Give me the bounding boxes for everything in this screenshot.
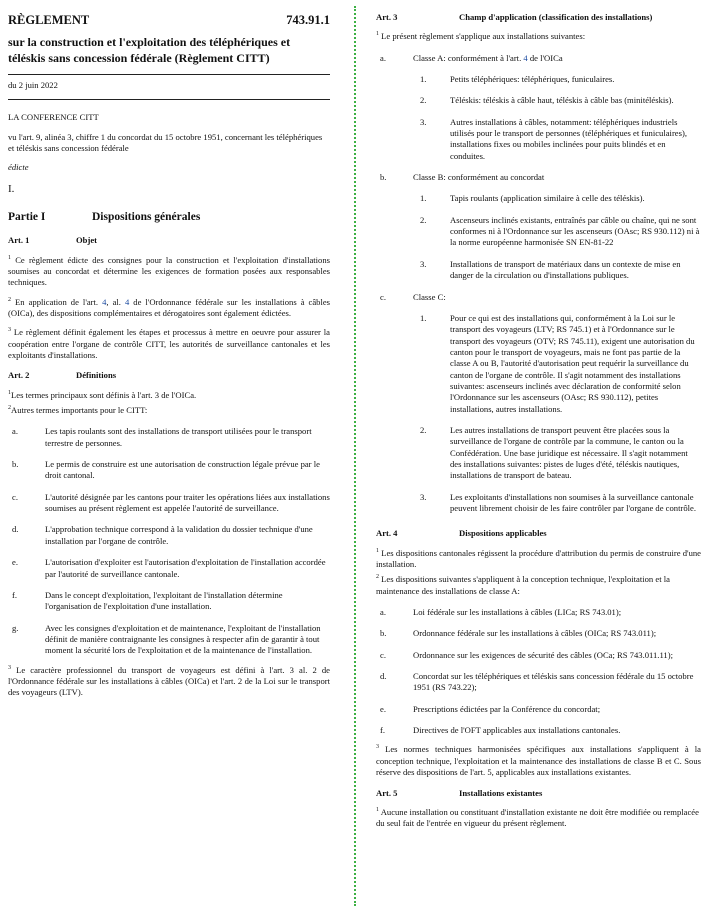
article-heading	[8, 370, 330, 381]
issuing-body: LA CONFERENCE CITT	[8, 112, 99, 123]
list-item	[8, 426, 330, 449]
class-c-item	[376, 292, 701, 303]
document-header	[8, 12, 330, 29]
item-marker: 2.	[420, 214, 427, 225]
article-title: Dispositions applicables	[459, 528, 547, 539]
article-heading	[376, 12, 701, 23]
paragraph-text: Ce règlement édicte des consignes pour la construction et l'exploitation d'installations soumises au concordat et détermine les exigences de formation posées aux responsables techniques.	[8, 254, 330, 288]
paragraph	[8, 297, 330, 320]
paragraph	[376, 574, 701, 597]
item-marker: d.	[380, 671, 387, 682]
paragraph	[8, 405, 330, 416]
paragraph-number: 1	[8, 254, 11, 261]
article-title: Champ d'application (classification des installations)	[459, 12, 653, 22]
item-marker: 1.	[420, 74, 427, 85]
paragraph-number: 1	[376, 806, 379, 813]
sub-item	[376, 74, 701, 85]
item-text: Téléskis: téléskis à câble haut, téléskis à câble bas (minitéléskis).	[450, 95, 674, 106]
list-item	[8, 459, 330, 482]
list-item	[8, 557, 330, 580]
article-heading	[8, 235, 330, 246]
item-marker: 2.	[420, 95, 427, 106]
regulation-number: 743.91.1	[286, 13, 330, 27]
item-text: Loi fédérale sur les installations à câbles (LICa; RS 743.01);	[413, 607, 622, 618]
definition-list	[8, 426, 330, 656]
item-marker: e.	[12, 557, 18, 568]
paragraph-text: Les dispositions cantonales régissent la procédure d'attribution du permis de construire d'une installation.	[376, 547, 701, 570]
list-item	[376, 671, 701, 694]
item-marker: 3.	[420, 491, 427, 502]
paragraph-number: 3	[8, 327, 11, 334]
part-title: Dispositions générales	[92, 211, 201, 224]
edicte-label: édicte	[8, 162, 29, 173]
paragraph	[8, 327, 330, 361]
item-text: Dans le concept d'exploitation, l'exploitant de l'installation détermine l'organisation de l'exploitation d'une installation.	[45, 589, 283, 612]
list-item	[8, 623, 330, 657]
paragraph-number: 2	[376, 574, 379, 581]
class-b-item	[376, 172, 701, 183]
sub-item	[376, 313, 701, 415]
paragraph-text: Les normes techniques harmonisées spécifiques aux installations s'appliquent à la conception technique, l'exploitation et la maintenance des installations de classe B et C. Sous réserve des dispositions de l'art. 5, applicables aux installations existantes.	[376, 744, 701, 778]
item-marker: a.	[380, 52, 386, 63]
class-c-sublist	[376, 313, 701, 515]
item-marker: a.	[380, 607, 386, 618]
item-marker: 2.	[420, 424, 427, 435]
list-item	[376, 628, 701, 639]
article-title: Installations existantes	[459, 787, 543, 798]
item-marker: 3.	[420, 116, 427, 127]
item-marker: f.	[380, 725, 386, 736]
column-divider	[354, 6, 356, 906]
article-heading	[376, 788, 701, 799]
item-marker: b.	[380, 628, 387, 639]
item-marker: b.	[380, 172, 387, 183]
sub-item	[376, 492, 701, 515]
item-marker: 3.	[420, 258, 427, 269]
paragraph-number: 1	[376, 31, 379, 38]
paragraph-number: 1	[376, 547, 379, 554]
item-text: Les tapis roulants sont des installations de transport utilisées pour le transport terrestre de personnes.	[45, 426, 312, 448]
article-heading	[376, 528, 701, 539]
item-text-part: Classe A: conformément à l'art.	[413, 52, 524, 63]
item-marker: 1.	[420, 312, 427, 323]
item-text: Tapis roulants (application similaire à celle des téléskis).	[450, 193, 645, 204]
item-text: Classe B: conformément au concordat	[413, 172, 545, 183]
part-number: Partie I	[8, 211, 46, 224]
list-item	[376, 725, 701, 736]
item-text: Les exploitants d'installations non soumises à la surveillance cantonale peuvent librement choisir de les faire contrôler par l'organe de contrôle.	[450, 491, 696, 513]
paragraph-text: Les dispositions suivantes s'appliquent à la conception technique, l'exploitation et la maintenance des installations de classe A:	[376, 574, 670, 596]
item-text	[413, 53, 701, 64]
part-heading	[8, 210, 330, 225]
item-text: L'autorité désignée par les cantons pour traiter les opérations liées aux installations soumises au présent règlement est appelée l'autorité de surveillance.	[45, 491, 330, 514]
item-text: Les autres installations de transport peuvent être placées sous la surveillance de l'organe de contrôle par la commune, le canton ou la Confédération. Une base juridique est nécessaire. Il s'agit notamment des installations suivantes: pistes de luges d'été, téléskis nautiques, installations de transport de bateau.	[450, 424, 688, 481]
sub-item	[376, 95, 701, 106]
item-text: Pour ce qui est des installations qui, conformément à la Loi sur le transport des voyageurs (LTV; RS 745.1) et à l'Ordonnance sur le transport des voyageurs (OTV; RS 745.11), exigent une autorisation du canton pour le transport de voyageurs, mais ne font pas partie de la classe A ou B, l'autorité d'autorisation peut requérir la surveillance du canton de l'organe de contrôle. Il s'agit notamment des installations suivantes: ascenseurs inclinés avec déclaration de conformité selon l'Ordonnance sur les ascenseurs (OAsc; RS 930.112), petites installations, autres installations.	[450, 312, 695, 414]
list-item	[376, 650, 701, 661]
paragraph	[376, 31, 701, 42]
article-title: Définitions	[76, 370, 117, 381]
paragraph	[8, 390, 330, 401]
item-marker: e.	[380, 703, 386, 714]
preamble: vu l'art. 9, alinéa 3, chiffre 1 du concordat du 15 octobre 1951, concernant les téléphériques et téléskis sans concession fédérale	[8, 131, 323, 153]
paragraph	[376, 548, 701, 571]
list-item	[8, 524, 330, 547]
paragraph	[376, 807, 701, 830]
item-text: Le permis de construire est une autorisation de construction légale prévue par le droit cantonal.	[45, 459, 320, 481]
paragraph-text: Le caractère professionnel du transport de voyageurs est défini à l'art. 3 al. 2 de l'Ordonnance fédérale sur les installations à câbles (OICa) et l'art. 2 de la Loi sur le transport des voyageurs (LTV).	[8, 664, 331, 698]
item-text: Concordat sur les téléphériques et téléskis sans concession fédérale du 15 octobre 1951 (RS 743.22);	[413, 671, 694, 693]
item-marker: a.	[12, 426, 18, 437]
paragraph	[8, 255, 330, 289]
list-item	[8, 492, 330, 515]
class-a-item	[376, 53, 701, 64]
article-link[interactable]: 4	[102, 296, 107, 307]
item-text: Classe C:	[413, 291, 446, 302]
paragraph-number: 2	[8, 296, 11, 303]
item-text: Ordonnance sur les exigences de sécurité des câbles (OCa; RS 743.011.11);	[413, 649, 673, 660]
paragraph-number: 3	[8, 664, 11, 671]
paragraph-text: Le règlement définit également les étapes et processus à mettre en oeuvre pour assurer la coopération entre l'organe de contrôle CITT, les autorités de surveillance cantonales et les exploitants d'installations.	[8, 327, 330, 361]
item-marker: 1.	[420, 193, 427, 204]
paragraph-text: de l'Ordonnance fédérale sur les installations à câbles (OICa), des dispositions complémentaires et dérogatoires sont également édictées.	[8, 296, 330, 318]
article-link[interactable]: 4	[523, 52, 528, 63]
item-text: L'approbation technique correspond à la validation du dossier technique d'une installation par l'organe de contrôle.	[45, 524, 313, 546]
item-marker: d.	[12, 524, 19, 535]
item-text: Directives de l'OFT applicables aux installations cantonales.	[413, 725, 621, 736]
item-text-part: de l'OICa	[527, 52, 563, 63]
item-marker: f.	[12, 589, 18, 600]
list-item	[8, 590, 330, 613]
paragraph-number: 1	[8, 389, 11, 396]
sub-item	[376, 425, 701, 482]
left-column	[8, 0, 330, 699]
paragraph-text: En application de l'art.	[15, 296, 103, 307]
applicable-provisions-list	[376, 607, 701, 736]
sub-item	[376, 117, 701, 162]
regulation-label: RÈGLEMENT	[8, 13, 90, 27]
class-a-sublist	[376, 74, 701, 162]
paragraph-text: , al.	[106, 296, 125, 307]
paragraph	[376, 744, 701, 778]
paragraph-text: Le présent règlement s'applique aux installations suivantes:	[381, 31, 586, 42]
article-title: Objet	[76, 235, 98, 246]
article-number: Art. 2	[8, 370, 30, 381]
paragraph	[8, 665, 330, 699]
list-item	[376, 704, 701, 715]
sub-item	[376, 215, 701, 249]
article-link[interactable]: 4	[124, 296, 130, 307]
item-marker: g.	[12, 622, 19, 633]
class-b-sublist	[376, 193, 701, 281]
item-marker: b.	[12, 459, 19, 470]
article-number: Art. 4	[376, 528, 398, 539]
item-text: Ascenseurs inclinés existants, entraînés par câble ou chaîne, qui ne sont conformes ni à l'Ordonnance sur les ascenseurs (OAsc; RS 930.112) ni à la norme européenne harmonisée SN EN-81-22	[450, 214, 700, 248]
list-item	[376, 607, 701, 618]
paragraph-text: Aucune installation ou constituant d'installation existante ne doit être modifiée ou remplacée du seul fait de l'entrée en vigueur du présent règlement.	[376, 806, 699, 829]
item-text: L'autorisation d'exploiter est l'autorisation d'exploitation de l'installation accordée par l'autorité de surveillance cantonale.	[45, 557, 326, 579]
right-column	[376, 0, 701, 830]
article-number: Art. 1	[8, 235, 30, 246]
paragraph-number: 2	[8, 405, 11, 412]
item-marker: c.	[12, 491, 18, 502]
item-marker: c.	[380, 649, 386, 660]
item-text: Avec les consignes d'exploitation et de maintenance, l'exploitant de l'installation définit de manière contraignante les consignes à respecter afin de garantir à tout moment la sécurité lors de l'exploitation et de la maintenance de l'installation.	[45, 622, 321, 656]
document-date: du 2 juin 2022	[8, 80, 330, 100]
document-title: sur la construction et l'exploitation des téléphériques et téléskis sans concession fédérale (Règlement CITT)	[8, 34, 330, 75]
item-text: Ordonnance fédérale sur les installations à câbles (OICa; RS 743.011);	[413, 628, 657, 639]
item-text: Petits téléphériques: téléphériques, funiculaires.	[450, 74, 615, 85]
article-number: Art. 5	[376, 787, 398, 798]
paragraph-text: Autres termes importants pour le CITT:	[11, 405, 148, 416]
item-text: Installations de transport de matériaux dans un contexte de mise en danger de la circulation ou d'installations publiques.	[450, 258, 681, 281]
item-text: Prescriptions édictées par la Conférence du concordat;	[413, 703, 601, 714]
item-text: Autres installations à câbles, notamment: téléphériques industriels utilisés pour le transport de personnes (téléphériques et funiculaires), installations fixes ou mobiles inclinées pour puits blindés et en conduites.	[450, 116, 687, 161]
article-number: Art. 3	[376, 12, 398, 22]
paragraph-text: Les termes principaux sont définis à l'art. 3 de l'OICa.	[11, 389, 197, 400]
section-roman: I.	[8, 182, 15, 195]
sub-item	[376, 259, 701, 282]
item-marker: c.	[380, 291, 386, 302]
sub-item	[376, 193, 701, 204]
paragraph-number: 3	[376, 744, 379, 751]
